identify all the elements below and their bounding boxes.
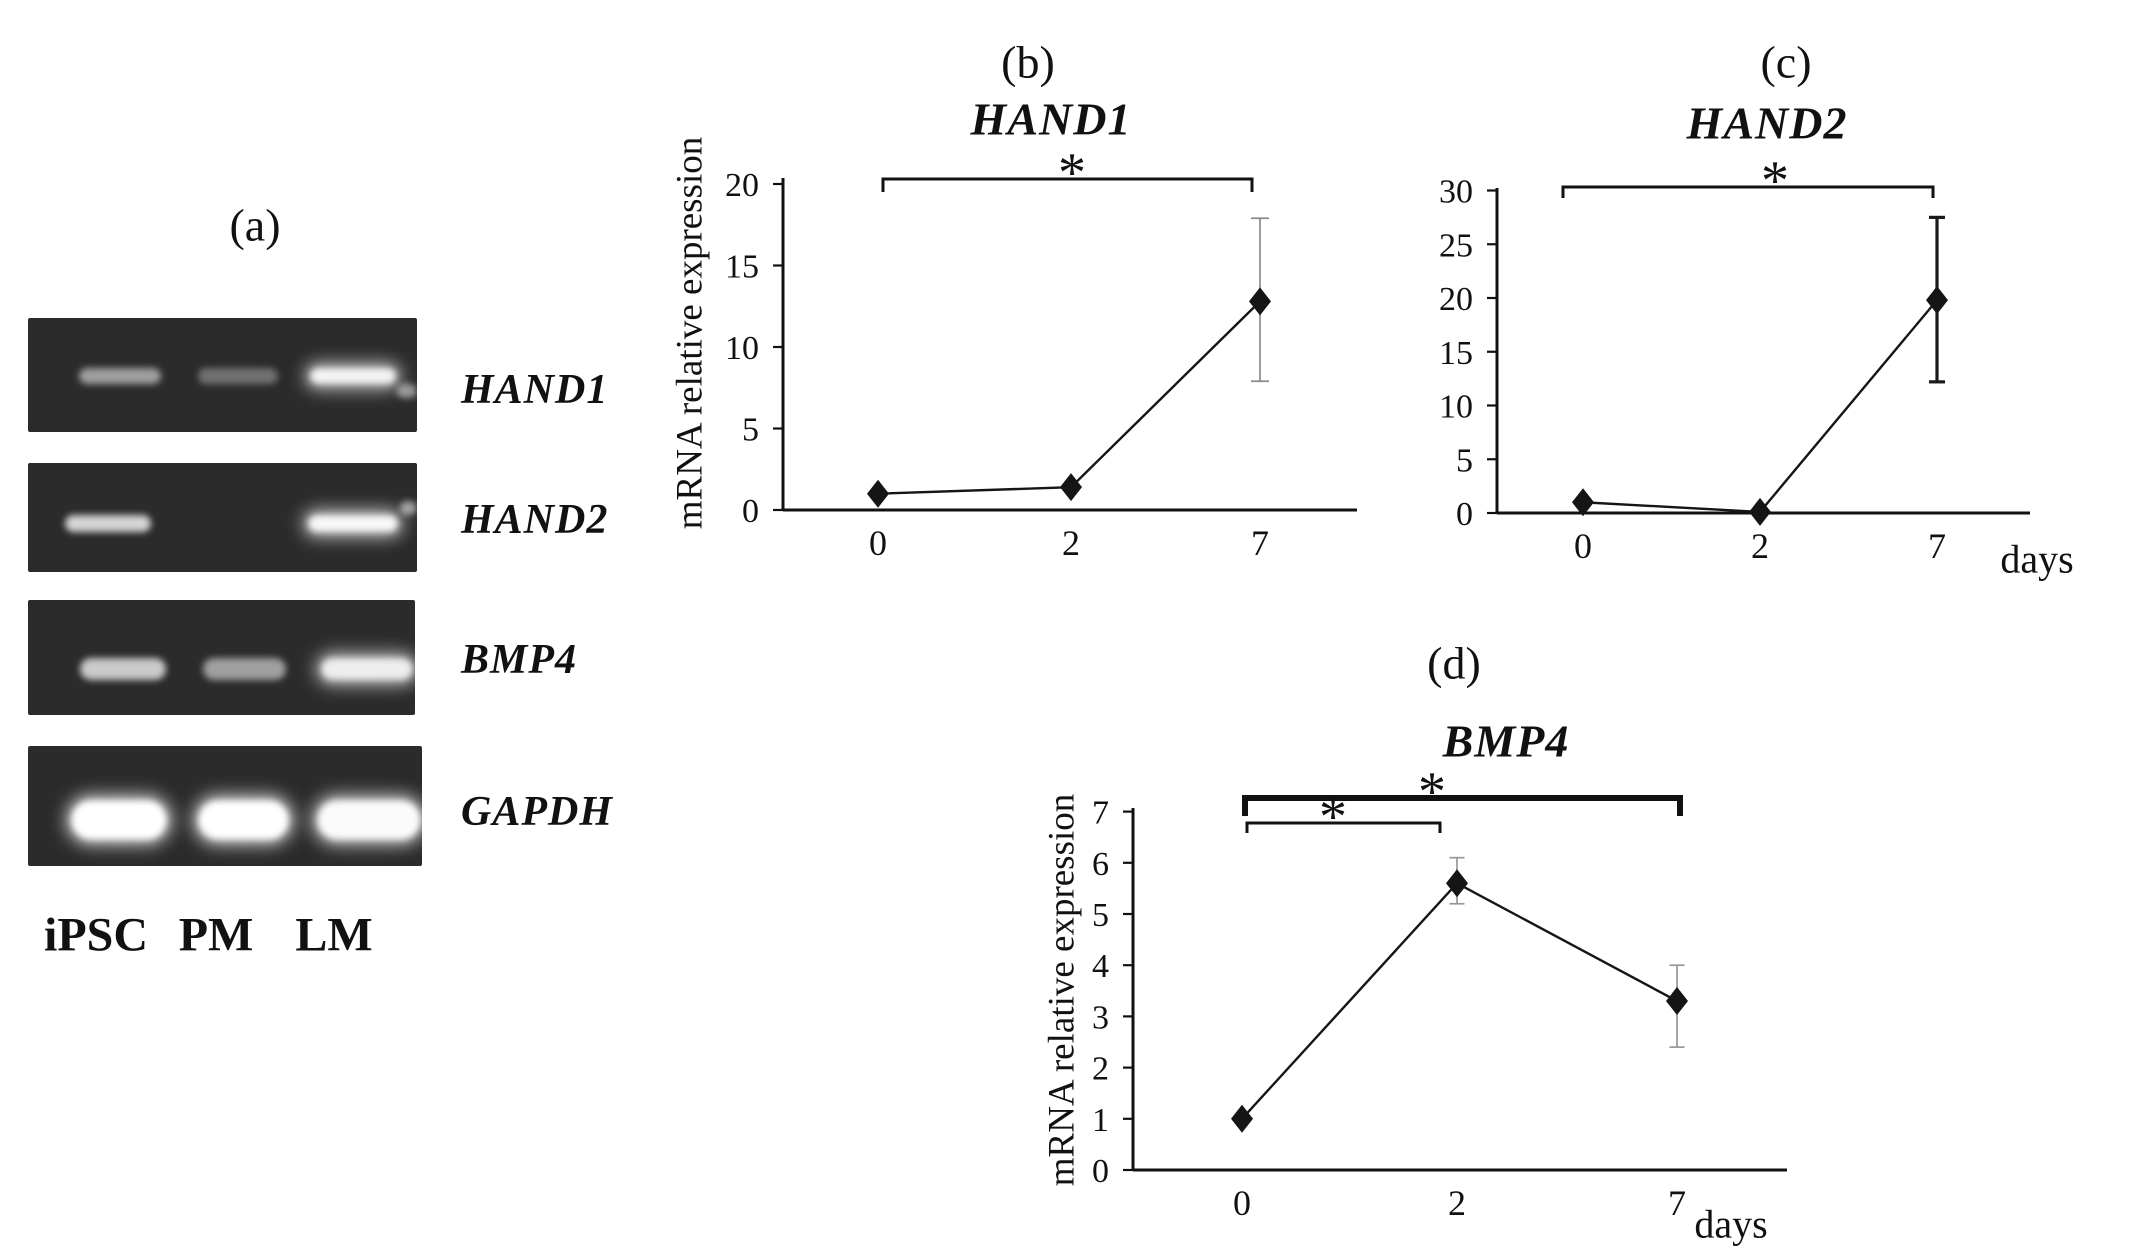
gel-band-hand2-edge-artifact	[400, 501, 417, 515]
panel-c-letter: (c)	[1760, 36, 1812, 88]
gel-band-gapdh-lm	[317, 800, 421, 840]
chart-c-significance-star: *	[1761, 150, 1789, 212]
chart-b-data-point	[1060, 473, 1082, 501]
chart-c-y-tick-label: 10	[1439, 388, 1473, 426]
gel-band-bmp4-pm	[203, 658, 286, 680]
gel-band-gapdh-pm	[198, 800, 289, 840]
chart-d-y-tick-label: 2	[1092, 1050, 1109, 1088]
chart-c-y-tick-label: 0	[1456, 496, 1473, 533]
chart-b-series-line	[878, 301, 1260, 493]
chart-b-data-point	[1249, 287, 1271, 315]
chart-c-y-tick-label: 5	[1456, 442, 1473, 480]
chart-d-y-tick-label: 3	[1092, 999, 1109, 1037]
gel-strip-gapdh	[28, 746, 422, 866]
chart-d-x-tick-label: 7	[1668, 1183, 1686, 1223]
gel-strip-bmp4	[28, 600, 415, 715]
chart-b-y-tick-label: 0	[742, 493, 759, 530]
panel-b-letter: (b)	[1001, 36, 1055, 88]
chart-b-x-tick-label: 2	[1062, 523, 1080, 563]
chart-d-y-tick-label: 6	[1092, 845, 1109, 883]
gel-band-hand1-edge-artifact	[397, 384, 417, 398]
chart-c-title: HAND2	[1686, 97, 1848, 149]
gel-band-hand1-pm	[198, 368, 278, 384]
chart-b-y-tick-label: 10	[725, 330, 759, 367]
gel-lane-label-pm: PM	[178, 908, 254, 962]
gel-gene-label-hand2: HAND2	[461, 497, 609, 543]
gel-strip-hand1	[28, 318, 417, 432]
chart-d-significance-bracket	[1245, 798, 1680, 816]
gel-strip-hand2	[28, 463, 417, 572]
chart-b-ylabel: mRNA relative expression	[669, 136, 711, 530]
gel-band-bmp4-ipsc	[80, 658, 166, 680]
chart-c-y-tick-label: 30	[1439, 173, 1473, 211]
chart-c-series-line	[1583, 300, 1937, 512]
gel-band-gapdh-ipsc	[71, 800, 167, 840]
chart-d-data-point	[1666, 987, 1688, 1015]
chart-c-x-tick-label: 2	[1751, 526, 1769, 566]
gel-gene-label-hand1: HAND1	[461, 367, 609, 413]
chart-d-title: BMP4	[1442, 715, 1570, 767]
gel-band-hand1-ipsc	[79, 368, 161, 384]
chart-c-xlabel: days	[2000, 536, 2074, 582]
chart-d-y-tick-label: 4	[1092, 948, 1109, 986]
chart-b-x-tick-label: 0	[869, 523, 887, 563]
chart-d-significance-star: *	[1418, 761, 1446, 823]
chart-c-y-tick-label: 15	[1439, 334, 1473, 372]
chart-d-ylabel: mRNA relative expression	[1041, 793, 1083, 1187]
chart-d-y-tick-label: 1	[1092, 1101, 1109, 1139]
chart-c-x-tick-label: 7	[1928, 526, 1946, 566]
chart-b-y-tick-label: 5	[742, 411, 759, 449]
chart-d-xlabel: days	[1694, 1201, 1768, 1247]
gel-band-hand2-lm	[308, 515, 398, 532]
chart-d-x-tick-label: 2	[1448, 1183, 1466, 1223]
gel-band-hand1-lm	[310, 368, 396, 384]
gel-gene-label-bmp4: BMP4	[461, 637, 578, 683]
chart-b-x-tick-label: 7	[1251, 523, 1269, 563]
chart-b-y-tick-label: 20	[725, 167, 759, 204]
chart-b-data-point	[867, 480, 889, 508]
chart-d-y-tick-label: 7	[1092, 794, 1109, 832]
chart-b-y-tick-label: 15	[725, 248, 759, 286]
panel-a-letter: (a)	[229, 199, 281, 251]
chart-d-series-line	[1242, 883, 1677, 1119]
chart-b-title: HAND1	[970, 93, 1132, 145]
chart-c-y-tick-label: 20	[1439, 281, 1473, 318]
gel-band-bmp4-lm	[321, 658, 413, 680]
gel-band-hand2-ipsc	[65, 515, 151, 532]
chart-c-x-tick-label: 0	[1574, 526, 1592, 566]
chart-c-significance-bracket	[1563, 187, 1933, 198]
chart-c-y-tick-label: 25	[1439, 227, 1473, 265]
chart-d-significance-star: *	[1319, 786, 1347, 848]
chart-d-x-tick-label: 0	[1233, 1183, 1251, 1223]
chart-d-y-tick-label: 5	[1092, 897, 1109, 934]
gel-lane-label-lm: LM	[295, 908, 373, 962]
gel-gene-label-gapdh: GAPDH	[461, 789, 613, 835]
panel-d-letter: (d)	[1427, 637, 1481, 689]
chart-d-y-tick-label: 0	[1092, 1153, 1109, 1190]
chart-b-significance-star: *	[1058, 142, 1086, 204]
gel-lane-label-ipsc: iPSC	[43, 908, 149, 962]
